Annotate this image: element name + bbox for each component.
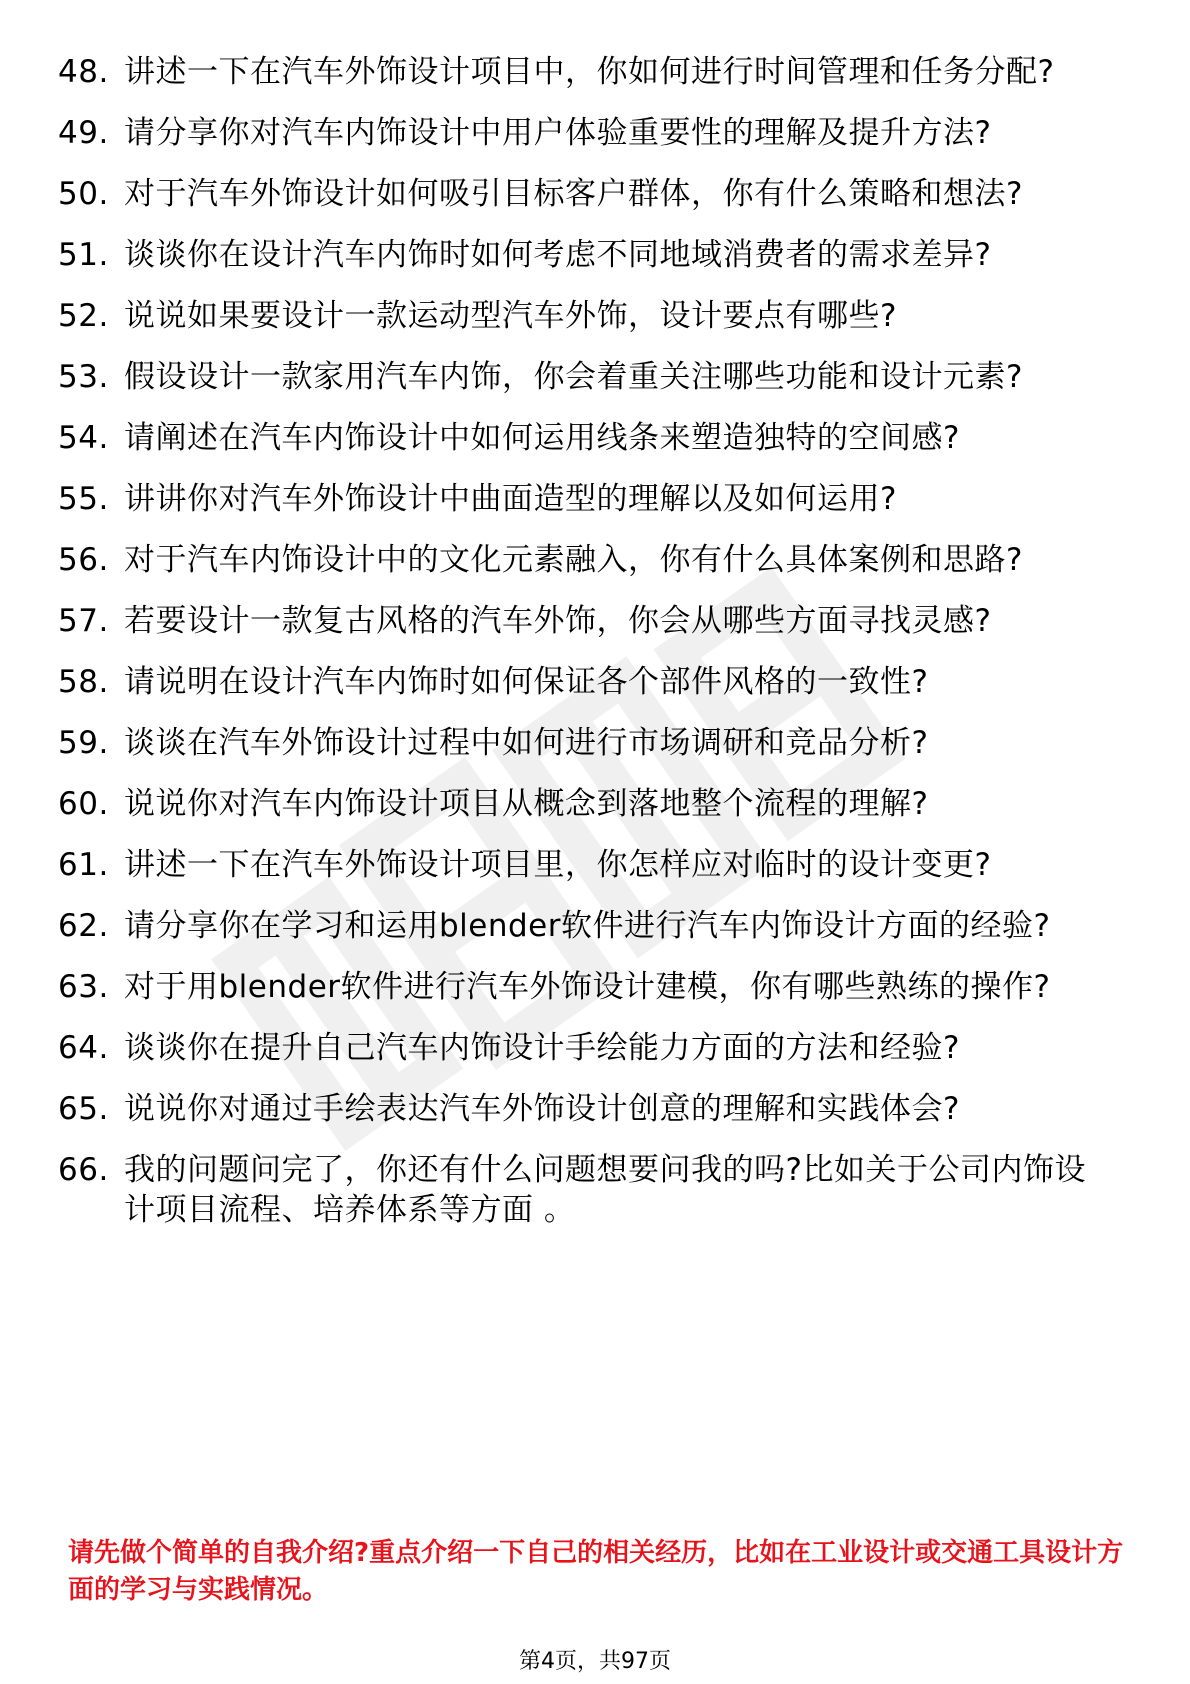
question-item	[58, 1089, 1138, 1129]
question-list	[58, 52, 1138, 1251]
question-text: 讲述一下在汽车外饰设计项目里，你怎样应对临时的设计变更?	[124, 847, 992, 883]
question-number: 61.	[58, 847, 109, 883]
question-text: 请分享你对汽车内饰设计中用户体验重要性的理解及提升方法?	[124, 115, 992, 151]
question-item	[58, 601, 1138, 641]
question-number: 59.	[58, 725, 109, 761]
question-number: 51.	[58, 237, 109, 273]
question-number: 48.	[58, 54, 109, 90]
question-item	[58, 845, 1138, 885]
question-text: 对于用blender软件进行汽车外饰设计建模，你有哪些熟练的操作?	[124, 969, 1051, 1005]
question-item	[58, 1150, 1138, 1230]
question-item	[58, 174, 1138, 214]
question-number: 53.	[58, 359, 109, 395]
question-text: 说说如果要设计一款运动型汽车外饰，设计要点有哪些?	[124, 298, 897, 334]
question-item	[58, 52, 1138, 92]
question-text: 请阐述在汽车内饰设计中如何运用线条来塑造独特的空间感?	[124, 420, 960, 456]
question-number: 55.	[58, 481, 109, 517]
question-number: 54.	[58, 420, 109, 456]
question-number: 58.	[58, 664, 109, 700]
question-text: 谈谈你在提升自己汽车内饰设计手绘能力方面的方法和经验?	[124, 1030, 960, 1066]
question-text: 谈谈在汽车外饰设计过程中如何进行市场调研和竞品分析?	[124, 725, 929, 761]
question-item	[58, 418, 1138, 458]
question-item	[58, 235, 1138, 275]
question-item	[58, 906, 1138, 946]
intro-highlight: 请先做个简单的自我介绍?重点介绍一下自己的相关经历，比如在工业设计或交通工具设计方面的学习与实践情况。	[68, 1538, 1124, 1605]
question-text: 对于汽车内饰设计中的文化元素融入，你有什么具体案例和思路?	[124, 542, 1023, 578]
question-item	[58, 113, 1138, 153]
question-number: 50.	[58, 176, 109, 212]
page-footer: 第4页，共97页	[519, 1649, 671, 1674]
question-text: 讲讲你对汽车外饰设计中曲面造型的理解以及如何运用?	[124, 481, 897, 517]
question-number: 57.	[58, 603, 109, 639]
question-number: 63.	[58, 969, 109, 1005]
question-number: 65.	[58, 1091, 109, 1127]
question-number: 56.	[58, 542, 109, 578]
question-item	[58, 784, 1138, 824]
question-item	[58, 967, 1138, 1007]
question-text: 请分享你在学习和运用blender软件进行汽车内饰设计方面的经验?	[124, 908, 1051, 944]
question-item	[58, 357, 1138, 397]
question-number: 60.	[58, 786, 109, 822]
question-number: 62.	[58, 908, 109, 944]
question-text: 请说明在设计汽车内饰时如何保证各个部件风格的一致性?	[124, 664, 929, 700]
question-text: 对于汽车外饰设计如何吸引目标客户群体，你有什么策略和想法?	[124, 176, 1023, 212]
question-item	[58, 662, 1138, 702]
question-text: 讲述一下在汽车外饰设计项目中，你如何进行时间管理和任务分配?	[124, 54, 1055, 90]
question-item	[58, 296, 1138, 336]
question-number: 49.	[58, 115, 109, 151]
question-text: 我的问题问完了，你还有什么问题想要问我的吗?比如关于公司内饰设计项目流程、培养体系等方面 。	[124, 1152, 1086, 1228]
question-text: 谈谈你在设计汽车内饰时如何考虑不同地域消费者的需求差异?	[124, 237, 992, 273]
question-item	[58, 1028, 1138, 1068]
question-item	[58, 540, 1138, 580]
question-number: 64.	[58, 1030, 109, 1066]
question-text: 说说你对汽车内饰设计项目从概念到落地整个流程的理解?	[124, 786, 929, 822]
question-number: 66.	[58, 1152, 109, 1188]
question-text: 说说你对通过手绘表达汽车外饰设计创意的理解和实践体会?	[124, 1091, 960, 1127]
question-item	[58, 723, 1138, 763]
question-text: 若要设计一款复古风格的汽车外饰，你会从哪些方面寻找灵感?	[124, 603, 992, 639]
question-number: 52.	[58, 298, 109, 334]
question-text: 假设设计一款家用汽车内饰，你会着重关注哪些功能和设计元素?	[124, 359, 1023, 395]
question-item	[58, 479, 1138, 519]
